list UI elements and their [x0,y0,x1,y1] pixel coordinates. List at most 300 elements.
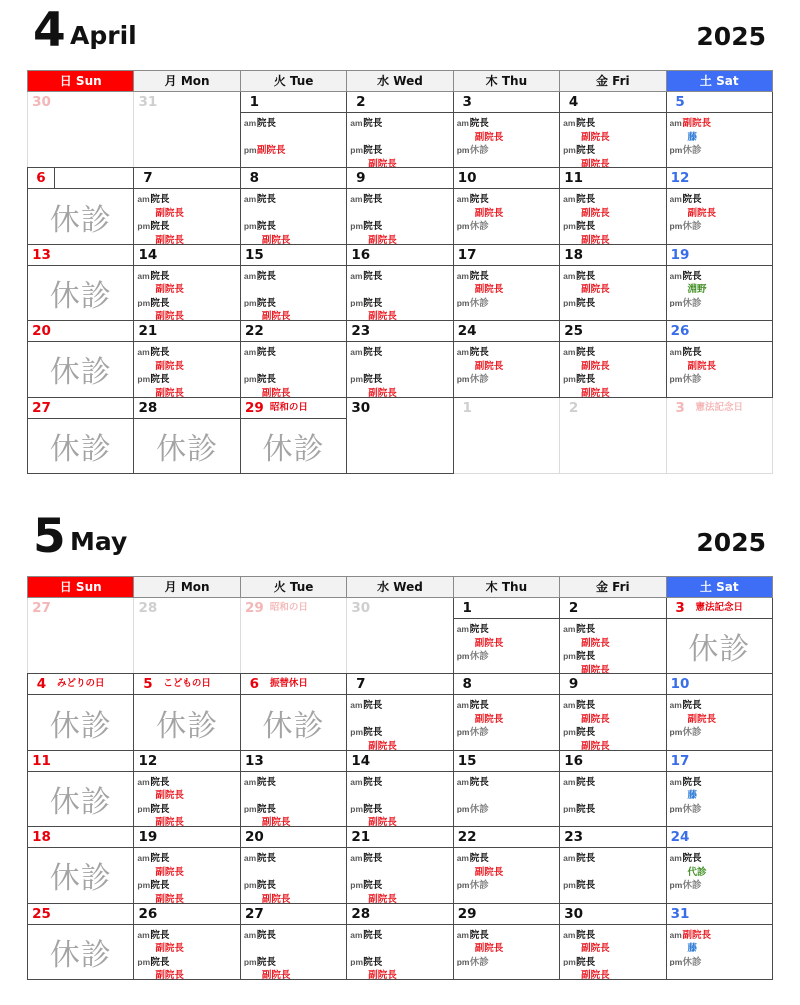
am-slot [350,939,452,953]
day-cell [27,750,134,827]
session-label: am [669,776,682,787]
am-slot [563,634,665,648]
am-slot [670,190,772,204]
day-number: 29 [244,399,264,416]
pm-slot [563,876,665,890]
session-label: pm [456,727,470,737]
pm-slot [670,370,772,384]
day-number: 9 [356,170,366,187]
doctor-name: 副院長 [368,311,397,321]
session-label: pm [669,880,683,890]
doctor-name: 副院長 [581,387,610,398]
am-slot [244,128,346,142]
doctor-name: 副院長 [581,360,610,371]
date-bar [560,168,665,189]
doctor-name: 副院長 [368,893,397,904]
day-number: 4 [568,94,579,110]
schedule [241,925,346,980]
doctor-name: 副院長 [155,893,184,904]
doctor-name: 副院長 [368,234,397,245]
date-bar [347,598,452,619]
am-slot [563,939,665,953]
pm-slot [244,294,346,308]
date-bar [560,245,665,266]
pm-slot [563,217,665,231]
session-label: am [350,776,363,787]
date-bar [241,751,346,772]
closed-label: 休診 [156,431,219,467]
day-number: 12 [670,170,690,187]
doctor-name: 院長 [256,803,276,814]
pm-slot [350,890,452,904]
session-label: am [137,270,150,281]
doctor-name: 副院長 [261,311,291,321]
day-number: 9 [568,676,579,693]
session-label: am [563,853,576,863]
doctor-name: 副院長 [368,817,397,827]
day-number: 23 [351,323,371,340]
day-number: 21 [351,829,371,846]
doctor-name: 副院長 [368,158,397,168]
doctor-name: 院長 [576,221,596,231]
am-slot [670,939,772,953]
day-number: 26 [670,323,690,340]
day-cell [346,750,453,827]
day-cell [346,167,453,244]
day-cell [27,167,134,244]
day-cell [27,826,134,903]
pm-slot [457,294,559,308]
closed-label: 休診 [49,708,112,744]
doctor-name: 休診 [682,297,702,308]
holiday-label: 昭和の日 [269,401,308,413]
schedule [454,619,559,674]
schedule [667,925,772,980]
am-slot [457,267,559,281]
month-number: 5 [33,509,66,564]
am-slot [670,128,772,142]
date-bar [28,168,133,189]
doctor-name: 院長 [682,347,702,357]
pm-slot [137,231,239,245]
session-label: am [456,270,469,281]
session-label: am [456,700,469,710]
day-cell [559,750,666,827]
doctor-name: 副院長 [474,131,504,141]
schedule [667,848,772,903]
date-bar [28,827,133,848]
am-slot [563,696,665,710]
day-number: 22 [244,323,264,340]
pm-slot [563,661,665,675]
calendar-grid [27,576,772,979]
date-bar [134,92,239,113]
pm-slot [670,966,772,980]
closed-label: 休診 [49,202,112,238]
day-number: 11 [32,752,51,769]
doctor-name: 副院長 [581,158,610,168]
day-number: 11 [564,170,583,187]
doctor-name: 院長 [682,853,702,863]
day-cell [559,673,666,750]
day-cell [559,597,666,674]
pm-slot [350,231,452,245]
doctor-name: 休診 [682,221,702,231]
am-slot [670,357,772,371]
doctor-name: 副院長 [581,131,610,141]
schedule [347,848,452,903]
date-bar [28,398,133,419]
am-slot [457,849,559,863]
date-bar [134,598,239,619]
pm-slot [137,813,239,827]
session-label: pm [563,880,576,890]
day-cell [27,320,134,397]
doctor-name: 代診 [687,866,707,877]
doctor-name: 副院長 [581,664,610,674]
pm-slot [137,890,239,904]
weekday-header-mon: 月 Mon [133,576,240,598]
pm-slot [350,723,452,737]
date-bar [454,674,559,695]
date-bar [667,598,772,619]
doctor-name: 副院長 [261,893,291,904]
am-slot [350,267,452,281]
day-cell [133,91,240,168]
session-label: am [350,700,363,710]
day-number: 23 [564,829,583,846]
session-label: pm [563,145,576,155]
pm-slot [244,384,346,398]
am-slot [457,204,559,218]
doctor-name: 院長 [150,374,170,384]
session-label: pm [350,880,364,890]
doctor-name: 院長 [469,270,489,281]
schedule [241,342,346,397]
day-number: 3 [462,94,472,110]
day-number: 29 [244,600,264,616]
day-cell [559,91,666,168]
am-slot [244,773,346,787]
doctor-name: 院長 [363,347,383,357]
doctor-name: 院長 [363,221,383,231]
am-slot [350,128,452,142]
session-label: pm [350,956,364,967]
day-number: 24 [670,829,690,846]
holiday-label: 昭和の日 [269,602,308,613]
am-slot [137,280,239,294]
session-label: pm [563,727,576,737]
session-label: pm [350,221,364,231]
session-label: am [563,270,576,281]
session-label: pm [243,221,257,231]
doctor-name: 副院長 [682,118,712,128]
day-cell [453,597,560,674]
am-slot [137,863,239,877]
day-cell [240,91,347,168]
doctor-name: 院長 [256,776,276,787]
date-bar [560,674,665,695]
pm-slot [457,155,559,169]
pm-slot [670,307,772,321]
am-slot [457,114,559,128]
am-slot [670,849,772,863]
doctor-name: 休診 [469,374,489,384]
day-cell [453,244,560,321]
month-header [27,0,772,70]
session-label: am [456,347,469,357]
session-label: pm [669,727,683,737]
pm-slot [457,370,559,384]
doctor-name: 院長 [576,194,596,204]
session-label: am [669,194,682,204]
am-slot [137,267,239,281]
week-row [27,903,772,979]
am-slot [457,926,559,940]
am-slot [670,267,772,281]
date-bar [667,321,772,342]
weekday-header-sun: 日 Sun [27,70,134,92]
pm-slot [457,966,559,980]
doctor-name: 副院長 [155,943,184,953]
day-number: 15 [457,752,477,769]
doctor-name: 院長 [576,727,596,737]
day-number: 2 [568,600,579,616]
session-label: am [456,776,469,787]
date-bar [667,92,772,113]
doctor-name: 院長 [576,929,596,940]
doctor-name: 院長 [363,853,383,863]
doctor-name: 休診 [682,803,702,814]
date-bar [667,904,772,925]
session-label: pm [243,956,257,967]
schedule [347,772,452,827]
doctor-name: 副院長 [474,284,504,294]
am-slot [563,849,665,863]
schedule [241,772,346,827]
day-number: 2 [356,94,366,110]
schedule [667,695,772,750]
schedule [454,113,559,168]
session-label: pm [137,803,151,814]
date-bar [454,245,559,266]
am-slot [350,280,452,294]
calendar-grid [27,70,772,473]
session-label: am [456,118,469,128]
pm-slot [350,141,452,155]
session-label: pm [350,297,364,308]
closed-label: 休診 [49,355,112,391]
week-row [27,91,772,167]
schedule [134,925,239,980]
day-number: 18 [564,246,583,263]
day-cell [27,244,134,321]
session-label: pm [243,297,257,308]
session-label: pm [137,956,151,967]
doctor-name: 院長 [469,700,489,710]
doctor-name: 院長 [363,880,383,890]
schedule [560,619,665,674]
weekday-header-row [27,576,772,597]
schedule [454,848,559,903]
schedule [560,695,665,750]
schedule [454,266,559,321]
month-name: May [70,527,128,556]
schedule [560,772,665,827]
date-bar [241,245,346,266]
pm-slot [670,141,772,155]
pm-slot [457,217,559,231]
session-label: am [350,853,363,863]
am-slot [457,128,559,142]
doctor-name: 副院長 [155,790,184,800]
doctor-name: 副院長 [155,284,184,294]
day-cell [666,167,773,244]
am-slot [244,114,346,128]
am-slot [350,114,452,128]
pm-slot [137,966,239,980]
date-bar [347,245,452,266]
session-label: am [137,776,150,787]
date-bar [28,92,133,113]
doctor-name: 院長 [150,776,170,787]
day-cell [559,397,666,474]
session-label: am [137,929,150,940]
week-row [27,397,772,473]
day-number: 3 [675,399,685,416]
am-slot [350,343,452,357]
doctor-name: 副院長 [682,929,712,940]
doctor-name: 副院長 [474,207,504,218]
date-bar [667,245,772,266]
schedule [454,925,559,980]
am-slot [350,357,452,371]
date-bar [134,827,239,848]
session-label: am [563,929,576,940]
doctor-name: 院長 [256,853,276,863]
date-bar [28,598,133,619]
closed-label: 休診 [262,708,325,744]
day-cell [240,320,347,397]
pm-slot [244,890,346,904]
session-label: am [456,853,469,863]
doctor-name: 院長 [469,853,489,863]
doctor-name: 休診 [682,880,702,890]
schedule [667,772,772,827]
date-bar [241,92,346,113]
am-slot [670,863,772,877]
date-bar [241,598,346,619]
doctor-name: 副院長 [261,817,291,827]
pm-slot [457,307,559,321]
doctor-name: 院長 [363,194,383,204]
doctor-name: 休診 [469,727,489,737]
am-slot [563,357,665,371]
day-cell [346,903,453,980]
doctor-name: 院長 [469,118,489,128]
doctor-name: 副院長 [581,943,610,953]
session-label: am [669,853,682,863]
closed-label: 休診 [49,937,112,973]
session-label: am [243,853,257,863]
pm-slot [350,384,452,398]
am-slot [563,280,665,294]
weekday-header-tue: 火 Tue [240,576,347,598]
session-label: pm [669,803,683,814]
pm-slot [563,890,665,904]
day-number: 8 [462,676,472,693]
day-number: 6 [249,676,260,693]
pm-slot [457,890,559,904]
session-label: pm [563,651,576,661]
closed-label: 休診 [688,632,751,668]
am-slot [350,204,452,218]
session-label: am [243,270,257,281]
date-bar [667,751,772,772]
doctor-name: 副院長 [474,866,504,877]
day-number: 13 [32,246,51,263]
doctor-name: 院長 [256,194,276,204]
day-cell [133,826,240,903]
week-row [27,673,772,749]
schedule [560,848,665,903]
session-label: pm [137,221,151,231]
doctor-name: 副院長 [261,234,291,245]
doctor-name: 院長 [682,270,702,281]
day-cell [666,597,773,674]
doctor-name: 休診 [469,956,489,967]
doctor-name: 休診 [682,374,702,384]
day-number: 13 [244,752,264,769]
day-number: 5 [143,676,153,693]
closed-label: 休診 [49,278,112,314]
session-label: am [137,194,150,204]
am-slot [244,280,346,294]
session-label: pm [350,374,364,384]
schedule [454,189,559,244]
pm-slot [457,800,559,814]
day-cell [559,244,666,321]
session-label: am [350,929,363,940]
session-label: pm [243,374,257,384]
month-name: April [70,21,137,50]
day-number: 18 [32,829,51,846]
date-bar [134,398,239,419]
date-bar [241,904,346,925]
date-bar [347,904,452,925]
am-slot [137,786,239,800]
doctor-name: 院長 [363,803,383,814]
session-label: am [563,118,576,128]
schedule [454,772,559,827]
weekday-header-mon: 月 Mon [133,70,240,92]
month-may [27,506,772,979]
doctor-name: 副院長 [687,713,717,724]
session-label: pm [563,956,576,967]
day-number: 1 [462,399,472,416]
day-cell [453,903,560,980]
day-number: 2 [568,399,579,416]
day-cell [133,597,240,674]
pm-slot [670,876,772,890]
date-bar [667,168,772,189]
am-slot [563,114,665,128]
day-cell [453,750,560,827]
pm-slot [670,737,772,751]
date-bar [134,168,239,189]
session-label: pm [669,956,683,967]
date-bar [134,904,239,925]
